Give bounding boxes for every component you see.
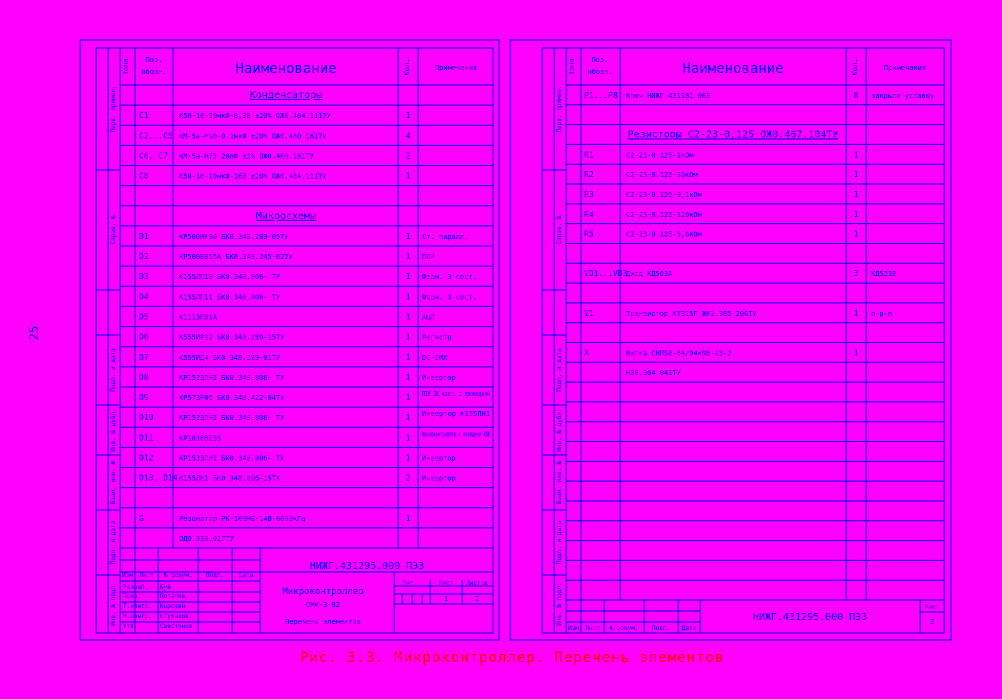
quantity: 1	[405, 272, 411, 282]
element-name: К50-16-50мкФ-6,3В ±20% ОЖ0.464.111ТУ	[179, 112, 331, 121]
position-designator: D10	[139, 413, 154, 423]
header-qty: Кол.	[851, 58, 859, 76]
quantity: 2	[405, 473, 411, 483]
header-zone: Зона	[568, 58, 576, 76]
quantity: 1	[405, 433, 411, 443]
element-name: Ключ НИЖГ.431181.003	[626, 91, 711, 100]
element-name: К155ЛН1 БК0.348.006-15ТУ	[179, 474, 281, 483]
quantity: 1	[853, 209, 859, 219]
position-designator: D7	[139, 352, 149, 362]
stamp-document-code: НИЖГ.431295.000 ПЭ3	[752, 612, 868, 623]
sheet1-side-label: Справ. №	[110, 215, 117, 245]
element-name: Транзистор КТ315Г ЖК3.365.200ТУ	[626, 309, 757, 318]
stamp-title: Микроконтроллер	[282, 587, 364, 597]
note-text: КД521В	[871, 270, 897, 279]
stamp-person: Стукалов	[160, 613, 189, 620]
element-name: КР580ВВ55А БК0.348.245-02ТУ	[179, 253, 293, 262]
sheet2-side-label: Инв. № дубл.	[556, 408, 563, 452]
stamp-column-label: Лист	[139, 572, 154, 579]
position-designator: С2...С5	[139, 131, 173, 141]
stamp-column-label: № докум.	[609, 625, 639, 632]
sheet1-side-label: Взам. инв. №	[110, 460, 117, 505]
header-zone: Зона	[122, 58, 130, 76]
sheet1-side-label: Инв. № подл.	[110, 582, 117, 626]
header-name: Наименование	[235, 61, 337, 77]
note-text: Регистр	[422, 333, 452, 342]
section-heading: Микросхемы	[255, 210, 317, 222]
stamp-sheet-label: Лист	[924, 604, 940, 611]
stamp-sheet-number: 1	[443, 595, 449, 603]
quantity: 1	[853, 348, 859, 358]
note-text: АЦП	[422, 313, 435, 322]
quantity: 1	[405, 372, 411, 382]
stamp-column-label: Дата	[238, 572, 254, 579]
stamp-role: Т.контр.	[123, 603, 152, 610]
element-name: КМ-5а-Н90-0,1мкФ ±20% ОЖ0.460.161ТУ	[179, 132, 327, 141]
position-designator: D6	[139, 332, 149, 342]
header-pos: обозн.	[587, 68, 613, 76]
element-name: Диод КД503А	[626, 270, 673, 279]
position-designator: Р1...Р8	[584, 90, 618, 100]
sheet1-side-label: Инв. № дубл.	[110, 408, 117, 452]
position-designator: G	[139, 513, 144, 523]
note-text: ПЗУ 2К конт. с проводкой	[422, 390, 490, 399]
stamp-role: Разраб.	[123, 584, 149, 591]
element-name: С2-23-0,125-30кОм	[626, 171, 698, 180]
quantity: 1	[405, 332, 411, 342]
stamp-column-label: Подп.	[205, 572, 225, 579]
header-qty: Кол.	[403, 58, 411, 76]
quantity: 1	[405, 252, 411, 262]
quantity: 3	[853, 269, 859, 279]
position-designator: VD1...VD3	[584, 269, 628, 279]
element-name: КР1816ВЕ35	[179, 434, 222, 443]
stamp-column-label: Изм	[122, 572, 133, 579]
section-heading: Конденсаторы	[249, 90, 323, 102]
quantity: 1	[853, 189, 859, 199]
stamp-person: Свистунов	[160, 623, 193, 630]
sheet1-side-label: Подп. и дата	[110, 520, 117, 565]
element-name: К1113ПВ1А	[179, 313, 217, 322]
sheet2-side-label: Подп. и дата	[556, 348, 563, 392]
header-note: Примечания	[434, 64, 478, 72]
note-text: Форм. 3 сост.	[422, 293, 477, 302]
position-designator: R2	[584, 170, 594, 180]
note-text: DC-DMX	[422, 353, 448, 362]
quantity: 1	[405, 513, 411, 523]
stamp-lit-label: Лит.	[402, 580, 418, 587]
stamp-column-label: Изм	[568, 625, 579, 632]
quantity: 1	[405, 231, 411, 241]
header-pos: обозн.	[141, 68, 167, 76]
stamp-title: ОМК-3-02	[306, 601, 340, 609]
position-designator: D5	[139, 312, 149, 322]
element-name: КР580ИК80 БК0.348.289-05ТУ	[179, 232, 289, 241]
position-designator: D12	[139, 453, 154, 463]
element-name: С2-23-0,125-120кОм	[626, 210, 702, 219]
sheet2-side-label: Инв. № подл.	[556, 582, 563, 626]
position-designator: D3	[139, 272, 149, 282]
quantity: 1	[405, 312, 411, 322]
position-designator: D9	[139, 393, 149, 403]
element-name: Вилка СНП58-64/94×9В-23-2	[626, 349, 732, 358]
stamp-person: Потапов	[160, 593, 186, 600]
quantity: 1	[405, 352, 411, 362]
note-text: Форм. 3 сост.	[422, 273, 477, 282]
page-number: 25	[27, 325, 41, 341]
quantity: 1	[853, 308, 859, 318]
position-designator: D8	[139, 372, 149, 382]
position-designator: X	[584, 348, 589, 358]
element-name: КР1533ЛН1 БК0.348.806- ТУ	[179, 414, 285, 423]
quantity: 1	[405, 413, 411, 423]
stamp-person: Буй	[160, 584, 171, 591]
element-name: НЕ0.364.043ТУ	[626, 369, 681, 378]
stamp-sheets-label: Листов	[466, 580, 488, 587]
element-name: К50-16-10мкФ-16В ±20% ОЖ0.464.111ТУ	[179, 172, 327, 181]
quantity: 2	[405, 151, 411, 161]
position-designator: D13, D14	[139, 473, 178, 483]
position-designator: R4	[584, 209, 594, 219]
element-name: С2-23-0,125-1кОм	[626, 151, 694, 160]
note-text: закрыла уставку	[871, 91, 935, 100]
sheet2-side-label: Перв. примен.	[556, 85, 563, 133]
note-text: Инвертор	[422, 454, 456, 463]
figure-caption: Рис. 3.3. Микроконтроллер. Перечень элементов	[299, 650, 725, 666]
element-name: К555ИР22 БК0.348.289-15ТУ	[179, 333, 285, 342]
note-text: Инвертор	[422, 474, 456, 483]
quantity: 1	[853, 229, 859, 239]
position-designator: С1	[139, 111, 149, 121]
sheet2-side-label: Взам. инв. №	[556, 460, 563, 505]
position-designator: R1	[584, 150, 594, 160]
position-designator: С8	[139, 171, 149, 181]
position-designator: D1	[139, 231, 149, 241]
position-designator: R3	[584, 189, 594, 199]
stamp-sheet-label: Лист	[438, 580, 454, 587]
sheet2-side-label: Справ. №	[556, 215, 563, 245]
stamp-title: Перечень элементов	[285, 618, 361, 626]
quantity: 1	[405, 292, 411, 302]
note-text: Инвертор	[422, 373, 456, 382]
element-name: КР1533ЛН1 БК0.348.806- ТУ	[179, 373, 285, 382]
note-text: n-p-n	[871, 309, 893, 318]
element-name: С2-23-0,125-9,1кОм	[626, 190, 702, 199]
quantity: 1	[405, 171, 411, 181]
quantity: 1	[405, 453, 411, 463]
note-text: Ст. паралл.	[422, 232, 469, 241]
position-designator: С6, С7	[139, 151, 168, 161]
sheet1-side-label: Перв. примен.	[110, 85, 117, 133]
position-designator: D11	[139, 433, 154, 443]
stamp-role: Н.контр.	[123, 613, 152, 620]
element-name: К155ЛП11 БК0.348.006- ТУ	[179, 293, 281, 302]
element-name: К555ИД4 БК0.348.289-01ТУ	[179, 353, 281, 362]
quantity: 1	[853, 150, 859, 160]
quantity: 1	[405, 111, 411, 121]
stamp-document-code: НИЖГ.431295.000 ПЭ3	[309, 561, 425, 572]
quantity: 1	[405, 393, 411, 403]
position-designator: R5	[584, 229, 594, 239]
quantity: 4	[405, 131, 411, 141]
element-name: С2-23-0,125-5,6кОм	[626, 230, 702, 239]
sheet1-side-label: Подп. и дата	[110, 348, 117, 392]
stamp-person: Коровин	[160, 603, 186, 610]
header-name: Наименование	[682, 61, 784, 77]
stamp-column-label: № докум.	[163, 572, 193, 579]
stamp-sheet-number: 2	[929, 618, 935, 626]
section-heading: Резисторы С2-23-0,125 ОЖ0.467.104ТУ	[627, 129, 839, 141]
stamp-column-label: Подп.	[651, 625, 671, 632]
stamp-column-label: Дата	[681, 625, 697, 632]
element-name: КР1533ЛН1 БК0.348.806- ТУ	[179, 454, 285, 463]
element-name: Резонатор РК-169МВ-14В-6000кГц	[179, 514, 306, 523]
quantity: 1	[853, 170, 859, 180]
header-pos: Поз.	[145, 56, 163, 64]
element-name: КМ-5а-М75 20пФ ±2% ОЖ0.460.161ТУ	[179, 152, 314, 161]
element-name: КР573РФ5 БК0.348.422-04ТУ	[179, 394, 285, 403]
quantity: 8	[853, 90, 859, 100]
note-text: Микроконтроллер с реакцией 48К	[422, 430, 491, 439]
position-designator: V1	[584, 308, 594, 318]
stamp-column-label: Лист	[585, 625, 600, 632]
header-note: Примечания	[883, 64, 927, 72]
element-name: К155ЛП10 БК0.348.006- ТУ	[179, 273, 281, 282]
position-designator: D4	[139, 292, 149, 302]
note-text: ПОР	[422, 253, 435, 262]
stamp-sheets-count: 2	[474, 595, 480, 603]
header-pos: Поз.	[591, 56, 609, 64]
note-text: Инвертор К155ЛН1	[422, 410, 490, 419]
position-designator: D2	[139, 252, 149, 262]
sheet2-side-label: Подп. и дата	[556, 520, 563, 565]
element-name: ОДО.338.017ТУ	[179, 534, 234, 543]
stamp-role: Пров.	[123, 593, 142, 600]
stamp-role: Утв.	[123, 623, 138, 630]
